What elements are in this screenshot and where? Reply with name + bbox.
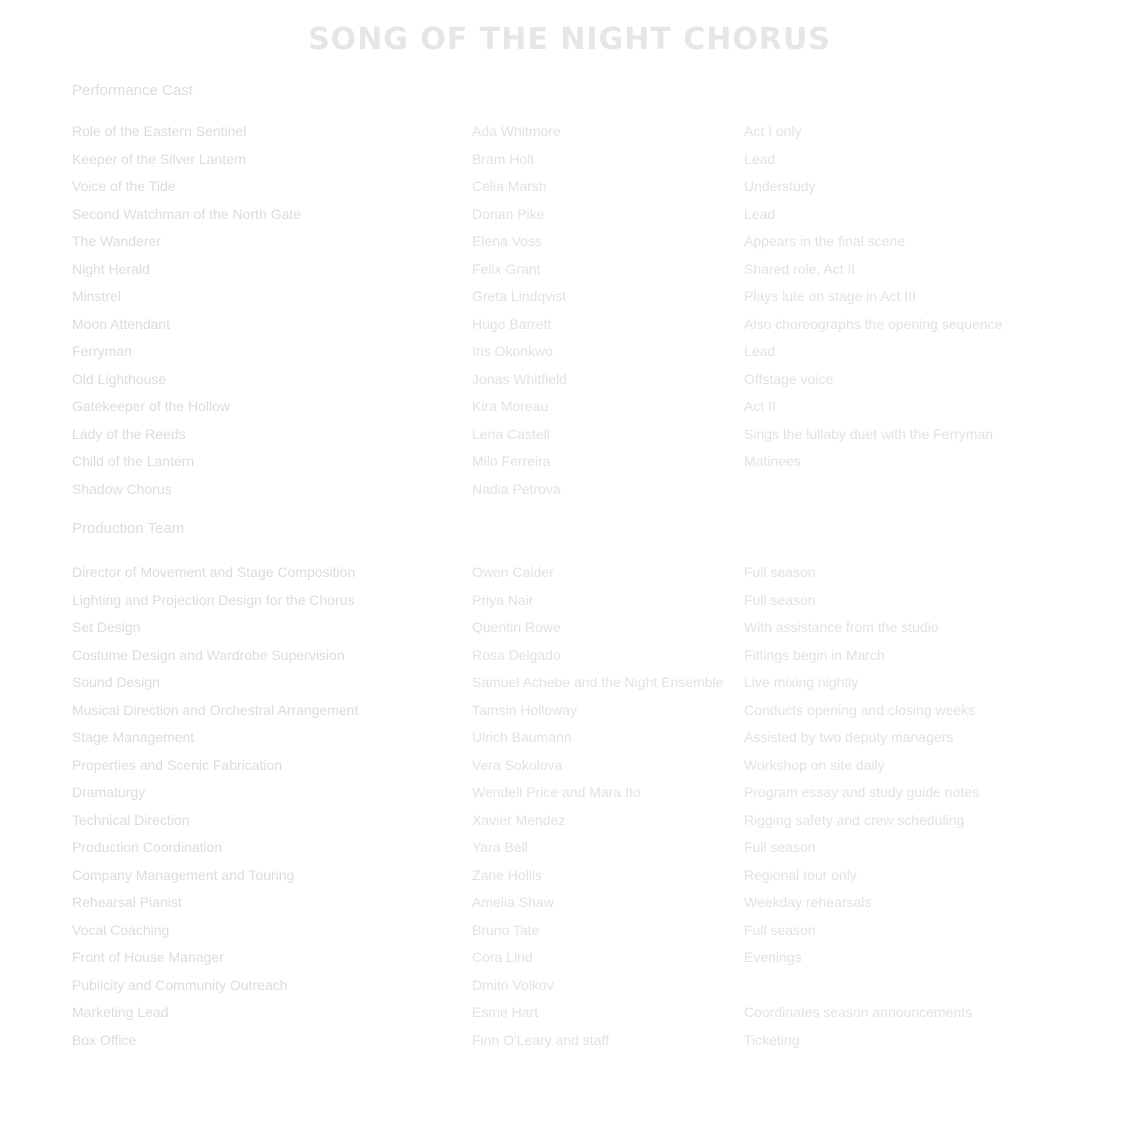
table-row — [0, 919, 1139, 941]
notes-cell: Regional tour only — [744, 867, 857, 883]
section-heading: Production Team — [72, 520, 185, 537]
table-row — [0, 368, 1139, 390]
person-cell: Celia Marsh — [472, 178, 547, 194]
person-cell: Bruno Tate — [472, 922, 540, 938]
role-name-cell: Child of the Lantern — [72, 453, 195, 469]
table-row — [0, 699, 1139, 721]
notes-cell: Also choreographs the opening sequence — [744, 316, 1003, 332]
person-cell: Finn O'Leary and staff — [472, 1032, 610, 1048]
table-row — [0, 946, 1139, 968]
table-row — [0, 395, 1139, 417]
table-row — [0, 258, 1139, 280]
table-row — [0, 340, 1139, 362]
role-name-cell: Company Management and Touring — [72, 867, 295, 883]
person-cell: Dorian Pike — [472, 206, 545, 222]
table-row — [0, 148, 1139, 170]
table-row — [0, 1029, 1139, 1051]
person-cell: Bram Holt — [472, 151, 535, 167]
notes-cell: Sings the lullaby duet with the Ferryman — [744, 426, 994, 442]
role-name-cell: Sound Design — [72, 674, 160, 690]
table-row — [0, 203, 1139, 225]
role-name-cell: Voice of the Tide — [72, 178, 176, 194]
person-cell: Jonas Whitfield — [472, 371, 567, 387]
notes-cell: Lead — [744, 206, 776, 222]
person-cell: Hugo Barrett — [472, 316, 552, 332]
role-name-cell: Old Lighthouse — [72, 371, 167, 387]
table-row — [0, 754, 1139, 776]
table-row — [0, 616, 1139, 638]
role-name-cell: Director of Movement and Stage Composition — [72, 564, 356, 580]
table-row — [0, 671, 1139, 693]
table-row — [0, 313, 1139, 335]
person-cell: Dmitri Volkov — [472, 977, 554, 993]
notes-cell: Conducts opening and closing weeks — [744, 702, 976, 718]
notes-cell: Fittings begin in March — [744, 647, 885, 663]
table-row — [0, 561, 1139, 583]
role-name-cell: Costume Design and Wardrobe Supervision — [72, 647, 345, 663]
person-cell: Milo Ferreira — [472, 453, 551, 469]
notes-cell: Shared role, Act II — [744, 261, 856, 277]
notes-cell: Full season — [744, 564, 816, 580]
role-name-cell: Moon Attendant — [72, 316, 171, 332]
person-cell: Elena Voss — [472, 233, 543, 249]
table-row — [0, 120, 1139, 142]
table-row — [0, 836, 1139, 858]
role-name-cell: Gatekeeper of the Hollow — [72, 398, 230, 414]
document-title: SONG OF THE NIGHT CHORUS — [308, 22, 831, 57]
role-name-cell: Second Watchman of the North Gate — [72, 206, 302, 222]
person-cell: Owen Calder — [472, 564, 554, 580]
table-row — [0, 891, 1139, 913]
role-name-cell: Ferryman — [72, 343, 132, 359]
table-row — [0, 450, 1139, 472]
role-name-cell: Box Office — [72, 1032, 137, 1048]
table-row — [0, 974, 1139, 996]
table-row — [0, 781, 1139, 803]
person-cell: Priya Nair — [472, 592, 534, 608]
notes-cell: Workshop on site daily — [744, 757, 885, 773]
section-heading: Performance Cast — [72, 82, 193, 99]
role-name-cell: Lady of the Reeds — [72, 426, 186, 442]
table-row — [0, 230, 1139, 252]
notes-cell: Act I only — [744, 123, 802, 139]
person-cell: Yara Bell — [472, 839, 528, 855]
person-cell: Rosa Delgado — [472, 647, 561, 663]
notes-cell: Coordinates season announcements — [744, 1004, 973, 1020]
person-cell: Esme Hart — [472, 1004, 539, 1020]
table-row — [0, 175, 1139, 197]
person-cell: Amelia Shaw — [472, 894, 554, 910]
person-cell: Cora Lind — [472, 949, 533, 965]
role-name-cell: Musical Direction and Orchestral Arrangement — [72, 702, 359, 718]
notes-cell: Assisted by two deputy managers — [744, 729, 954, 745]
notes-cell: Full season — [744, 922, 816, 938]
notes-cell: Offstage voice — [744, 371, 834, 387]
role-name-cell: Marketing Lead — [72, 1004, 169, 1020]
person-cell: Lena Castell — [472, 426, 550, 442]
role-name-cell: Publicity and Community Outreach — [72, 977, 288, 993]
notes-cell: Full season — [744, 592, 816, 608]
role-name-cell: Keeper of the Silver Lantern — [72, 151, 247, 167]
table-row — [0, 1001, 1139, 1023]
role-name-cell: Minstrel — [72, 288, 122, 304]
person-cell: Ulrich Baumann — [472, 729, 572, 745]
role-name-cell: The Wanderer — [72, 233, 161, 249]
role-name-cell: Production Coordination — [72, 839, 223, 855]
role-name-cell: Stage Management — [72, 729, 195, 745]
table-row — [0, 285, 1139, 307]
notes-cell: Understudy — [744, 178, 816, 194]
person-cell: Felix Grant — [472, 261, 541, 277]
role-name-cell: Shadow Chorus — [72, 481, 172, 497]
table-row — [0, 423, 1139, 445]
role-name-cell: Role of the Eastern Sentinel — [72, 123, 247, 139]
notes-cell: Plays lute on stage in Act III — [744, 288, 916, 304]
role-name-cell: Lighting and Projection Design for the Chorus — [72, 592, 355, 608]
notes-cell: Ticketing — [744, 1032, 800, 1048]
role-name-cell: Dramaturgy — [72, 784, 146, 800]
notes-cell: Act II — [744, 398, 776, 414]
person-cell: Tamsin Holloway — [472, 702, 578, 718]
person-cell: Wendell Price and Mara Ito — [472, 784, 641, 800]
table-row — [0, 589, 1139, 611]
person-cell: Kira Moreau — [472, 398, 549, 414]
table-row — [0, 644, 1139, 666]
person-cell: Xavier Mendez — [472, 812, 566, 828]
notes-cell: Rigging safety and crew scheduling — [744, 812, 965, 828]
role-name-cell: Vocal Coaching — [72, 922, 170, 938]
role-name-cell: Rehearsal Pianist — [72, 894, 182, 910]
notes-cell: Matinees — [744, 453, 801, 469]
person-cell: Greta Lindqvist — [472, 288, 567, 304]
notes-cell: With assistance from the studio — [744, 619, 939, 635]
notes-cell: Program essay and study guide notes — [744, 784, 980, 800]
notes-cell: Evenings — [744, 949, 802, 965]
notes-cell: Live mixing nightly — [744, 674, 859, 690]
person-cell: Ada Whitmore — [472, 123, 561, 139]
table-row — [0, 809, 1139, 831]
table-row — [0, 726, 1139, 748]
notes-cell: Weekday rehearsals — [744, 894, 872, 910]
role-name-cell: Technical Direction — [72, 812, 190, 828]
person-cell: Zane Hollis — [472, 867, 543, 883]
role-name-cell: Front of House Manager — [72, 949, 224, 965]
person-cell: Samuel Achebe and the Night Ensemble — [472, 674, 724, 690]
person-cell: Nadia Petrova — [472, 481, 561, 497]
person-cell: Iris Okonkwo — [472, 343, 553, 359]
notes-cell: Full season — [744, 839, 816, 855]
table-row — [0, 864, 1139, 886]
notes-cell: Lead — [744, 151, 776, 167]
role-name-cell: Set Design — [72, 619, 141, 635]
role-name-cell: Night Herald — [72, 261, 150, 277]
notes-cell: Appears in the final scene — [744, 233, 906, 249]
person-cell: Vera Sokolova — [472, 757, 563, 773]
role-name-cell: Properties and Scenic Fabrication — [72, 757, 283, 773]
person-cell: Quentin Rowe — [472, 619, 561, 635]
table-row — [0, 478, 1139, 500]
notes-cell: Lead — [744, 343, 776, 359]
